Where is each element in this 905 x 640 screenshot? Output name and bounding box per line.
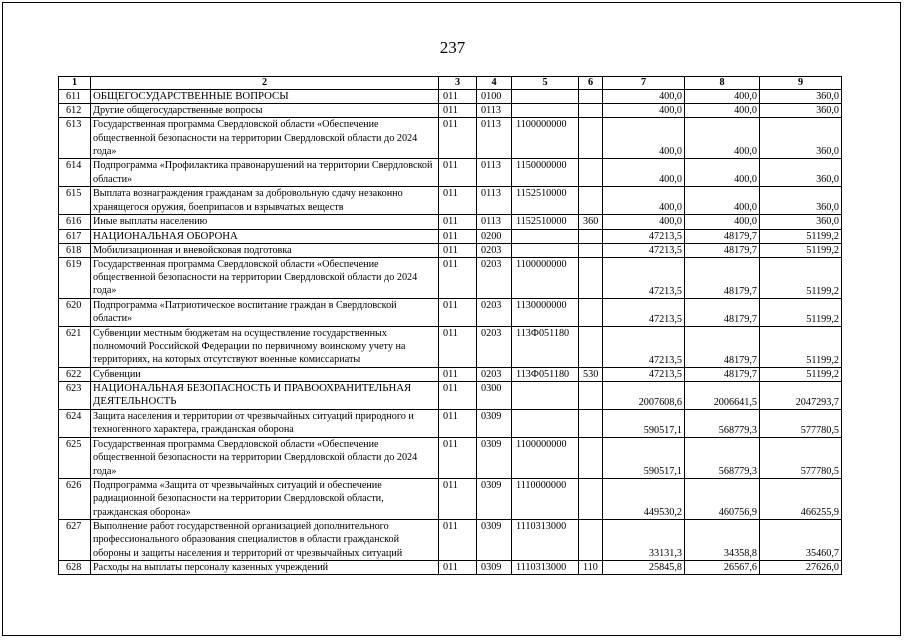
amount-col9: 360,0 — [760, 104, 842, 118]
amount-col7: 590517,1 — [603, 438, 685, 479]
code-target: 113Ф051180 — [512, 368, 579, 382]
row-number: 613 — [59, 118, 91, 159]
column-header: 3 — [439, 77, 477, 90]
page-number: 237 — [439, 38, 466, 57]
row-number: 625 — [59, 438, 91, 479]
row-description: ОБЩЕГОСУДАРСТВЕННЫЕ ВОПРОСЫ — [91, 90, 439, 104]
code-target: 1110313000 — [512, 520, 579, 561]
code-target: 1130000000 — [512, 299, 579, 327]
row-description: Иные выплаты населению — [91, 215, 439, 229]
table-row — [59, 243, 842, 257]
row-description: Субвенции — [91, 368, 439, 382]
row-description: Мобилизационная и вневойсковая подготовка — [91, 243, 439, 257]
row-description: Подпрограмма «Патриотическое воспитание граждан в Свердловской области» — [91, 299, 439, 327]
amount-col8: 2006641,5 — [685, 382, 760, 410]
code-expense-type: 110 — [579, 561, 603, 575]
code-expense-type — [579, 187, 603, 215]
table-row — [59, 327, 842, 368]
amount-col8: 48179,7 — [685, 299, 760, 327]
code-admin: 011 — [439, 187, 477, 215]
code-expense-type — [579, 243, 603, 257]
code-admin: 011 — [439, 215, 477, 229]
row-description: Расходы на выплаты персоналу казенных учреждений — [91, 561, 439, 575]
column-header: 7 — [603, 77, 685, 90]
column-header: 1 — [59, 77, 91, 90]
code-section: 0203 — [477, 327, 512, 368]
amount-col9: 51199,2 — [760, 243, 842, 257]
table-row — [59, 479, 842, 520]
amount-col7: 400,0 — [603, 90, 685, 104]
code-admin: 011 — [439, 299, 477, 327]
code-target: 1110313000 — [512, 561, 579, 575]
code-admin: 011 — [439, 438, 477, 479]
amount-col7: 2007608,6 — [603, 382, 685, 410]
row-description: НАЦИОНАЛЬНАЯ БЕЗОПАСНОСТЬ И ПРАВООХРАНИТЕЛЬНАЯ ДЕЯТЕЛЬНОСТЬ — [91, 382, 439, 410]
code-section: 0309 — [477, 561, 512, 575]
table-row — [59, 90, 842, 104]
row-number: 618 — [59, 243, 91, 257]
row-number: 626 — [59, 479, 91, 520]
table-row — [59, 187, 842, 215]
amount-col9: 577780,5 — [760, 410, 842, 438]
code-section: 0100 — [477, 90, 512, 104]
amount-col7: 400,0 — [603, 118, 685, 159]
code-section: 0203 — [477, 258, 512, 299]
amount-col9: 51199,2 — [760, 368, 842, 382]
code-section: 0309 — [477, 479, 512, 520]
amount-col9: 27626,0 — [760, 561, 842, 575]
code-expense-type: 360 — [579, 215, 603, 229]
code-target — [512, 410, 579, 438]
code-admin: 011 — [439, 520, 477, 561]
code-expense-type — [579, 229, 603, 243]
row-number: 622 — [59, 368, 91, 382]
code-section: 0309 — [477, 438, 512, 479]
code-expense-type — [579, 327, 603, 368]
column-header: 2 — [91, 77, 439, 90]
row-description: Выплата вознаграждения гражданам за добровольную сдачу незаконно хранящегося оружия, боеприпасов и взрывчатых веществ — [91, 187, 439, 215]
code-expense-type — [579, 299, 603, 327]
code-admin: 011 — [439, 561, 477, 575]
row-description: Государственная программа Свердловской области «Обеспечение общественной безопасности на территории Свердловской области до 2024 года» — [91, 438, 439, 479]
table-row — [59, 215, 842, 229]
row-number: 620 — [59, 299, 91, 327]
amount-col9: 360,0 — [760, 159, 842, 187]
code-expense-type — [579, 104, 603, 118]
amount-col8: 48179,7 — [685, 243, 760, 257]
code-section: 0113 — [477, 104, 512, 118]
column-header: 5 — [512, 77, 579, 90]
row-number: 614 — [59, 159, 91, 187]
code-admin: 011 — [439, 327, 477, 368]
code-section: 0113 — [477, 118, 512, 159]
table-row — [59, 561, 842, 575]
code-expense-type: 530 — [579, 368, 603, 382]
code-admin: 011 — [439, 410, 477, 438]
row-description: Другие общегосударственные вопросы — [91, 104, 439, 118]
amount-col7: 449530,2 — [603, 479, 685, 520]
code-section: 0113 — [477, 187, 512, 215]
amount-col7: 47213,5 — [603, 258, 685, 299]
row-number: 617 — [59, 229, 91, 243]
amount-col8: 48179,7 — [685, 229, 760, 243]
amount-col8: 26567,6 — [685, 561, 760, 575]
code-target — [512, 382, 579, 410]
row-number: 616 — [59, 215, 91, 229]
amount-col9: 35460,7 — [760, 520, 842, 561]
code-section: 0203 — [477, 368, 512, 382]
code-target: 1100000000 — [512, 438, 579, 479]
amount-col9: 360,0 — [760, 187, 842, 215]
amount-col9: 466255,9 — [760, 479, 842, 520]
amount-col9: 2047293,7 — [760, 382, 842, 410]
code-target: 1152510000 — [512, 215, 579, 229]
amount-col8: 568779,3 — [685, 410, 760, 438]
column-header: 8 — [685, 77, 760, 90]
code-section: 0309 — [477, 520, 512, 561]
table-row — [59, 520, 842, 561]
table-row — [59, 104, 842, 118]
amount-col7: 47213,5 — [603, 368, 685, 382]
column-header: 9 — [760, 77, 842, 90]
row-number: 619 — [59, 258, 91, 299]
amount-col7: 47213,5 — [603, 299, 685, 327]
code-admin: 011 — [439, 159, 477, 187]
amount-col7: 590517,1 — [603, 410, 685, 438]
amount-col8: 400,0 — [685, 187, 760, 215]
amount-col8: 34358,8 — [685, 520, 760, 561]
table-row — [59, 118, 842, 159]
budget-table — [58, 76, 842, 575]
code-admin: 011 — [439, 90, 477, 104]
code-target — [512, 243, 579, 257]
row-number: 615 — [59, 187, 91, 215]
row-number: 628 — [59, 561, 91, 575]
table-row — [59, 410, 842, 438]
code-expense-type — [579, 159, 603, 187]
row-description: Выполнение работ государственной организацией дополнительного профессионального образования специалистов в области гражданской обороны и защиты населения и территорий от чрезвычайных ситуаций — [91, 520, 439, 561]
code-target: 1150000000 — [512, 159, 579, 187]
code-target: 113Ф051180 — [512, 327, 579, 368]
code-admin: 011 — [439, 479, 477, 520]
amount-col9: 51199,2 — [760, 229, 842, 243]
code-target: 1110000000 — [512, 479, 579, 520]
code-target: 1152510000 — [512, 187, 579, 215]
code-target — [512, 90, 579, 104]
row-description: Подпрограмма «Профилактика правонарушений на территории Свердловской области» — [91, 159, 439, 187]
amount-col7: 47213,5 — [603, 229, 685, 243]
row-description: Защита населения и территории от чрезвычайных ситуаций природного и техногенного характера, гражданская оборона — [91, 410, 439, 438]
code-section: 0203 — [477, 299, 512, 327]
row-description: НАЦИОНАЛЬНАЯ ОБОРОНА — [91, 229, 439, 243]
amount-col9: 360,0 — [760, 90, 842, 104]
code-admin: 011 — [439, 229, 477, 243]
code-expense-type — [579, 520, 603, 561]
code-target: 1100000000 — [512, 258, 579, 299]
code-admin: 011 — [439, 243, 477, 257]
amount-col7: 47213,5 — [603, 243, 685, 257]
amount-col9: 360,0 — [760, 215, 842, 229]
code-target: 1100000000 — [512, 118, 579, 159]
code-admin: 011 — [439, 258, 477, 299]
row-number: 621 — [59, 327, 91, 368]
amount-col8: 48179,7 — [685, 258, 760, 299]
amount-col9: 51199,2 — [760, 299, 842, 327]
amount-col8: 400,0 — [685, 215, 760, 229]
table-row — [59, 159, 842, 187]
row-number: 611 — [59, 90, 91, 104]
column-header: 6 — [579, 77, 603, 90]
code-target — [512, 104, 579, 118]
table-row — [59, 258, 842, 299]
row-description: Государственная программа Свердловской области «Обеспечение общественной безопасности на территории Свердловской области до 2024 года» — [91, 118, 439, 159]
code-section: 0300 — [477, 382, 512, 410]
table-row — [59, 368, 842, 382]
row-number: 627 — [59, 520, 91, 561]
amount-col8: 460756,9 — [685, 479, 760, 520]
amount-col8: 568779,3 — [685, 438, 760, 479]
amount-col8: 400,0 — [685, 104, 760, 118]
code-section: 0203 — [477, 243, 512, 257]
header-row — [59, 77, 842, 90]
code-admin: 011 — [439, 104, 477, 118]
amount-col7: 400,0 — [603, 159, 685, 187]
amount-col9: 51199,2 — [760, 327, 842, 368]
amount-col8: 400,0 — [685, 118, 760, 159]
code-expense-type — [579, 438, 603, 479]
table-row — [59, 299, 842, 327]
code-section: 0200 — [477, 229, 512, 243]
row-number: 623 — [59, 382, 91, 410]
amount-col8: 48179,7 — [685, 327, 760, 368]
amount-col7: 33131,3 — [603, 520, 685, 561]
row-description: Подпрограмма «Защита от чрезвычайных ситуаций и обеспечение радиационной безопасности на территории Свердловской области, гражданская оборона» — [91, 479, 439, 520]
amount-col9: 51199,2 — [760, 258, 842, 299]
code-admin: 011 — [439, 118, 477, 159]
amount-col8: 400,0 — [685, 90, 760, 104]
code-section: 0309 — [477, 410, 512, 438]
amount-col9: 577780,5 — [760, 438, 842, 479]
row-number: 624 — [59, 410, 91, 438]
amount-col7: 400,0 — [603, 187, 685, 215]
code-admin: 011 — [439, 382, 477, 410]
code-admin: 011 — [439, 368, 477, 382]
amount-col7: 400,0 — [603, 104, 685, 118]
amount-col7: 400,0 — [603, 215, 685, 229]
code-expense-type — [579, 258, 603, 299]
amount-col7: 25845,8 — [603, 561, 685, 575]
code-expense-type — [579, 410, 603, 438]
code-expense-type — [579, 382, 603, 410]
amount-col7: 47213,5 — [603, 327, 685, 368]
code-target — [512, 229, 579, 243]
code-expense-type — [579, 479, 603, 520]
row-description: Государственная программа Свердловской области «Обеспечение общественной безопасности на территории Свердловской области до 2024 года» — [91, 258, 439, 299]
table-row — [59, 438, 842, 479]
code-expense-type — [579, 118, 603, 159]
column-header: 4 — [477, 77, 512, 90]
table-row — [59, 229, 842, 243]
amount-col8: 400,0 — [685, 159, 760, 187]
amount-col9: 360,0 — [760, 118, 842, 159]
code-section: 0113 — [477, 215, 512, 229]
amount-col8: 48179,7 — [685, 368, 760, 382]
code-expense-type — [579, 90, 603, 104]
row-number: 612 — [59, 104, 91, 118]
code-section: 0113 — [477, 159, 512, 187]
table-row — [59, 382, 842, 410]
row-description: Субвенции местным бюджетам на осуществление государственных полномочий Российской Федерации по первичному воинскому учету на территориях, на которых отсутствуют военные комиссариаты — [91, 327, 439, 368]
